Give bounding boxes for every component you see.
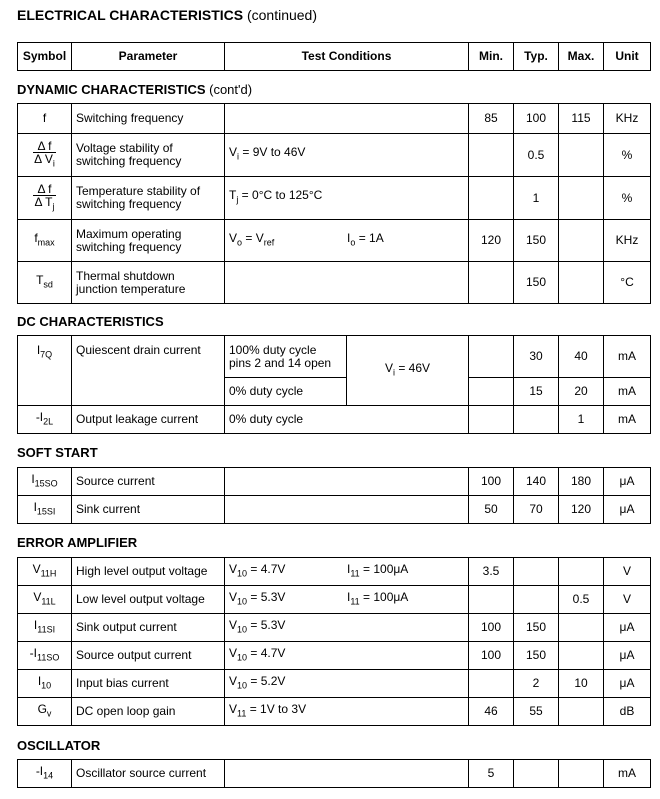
fraction-symbol: $\frac{\text{Δ f}}{\Delta V_i}$ — [34, 139, 55, 169]
dynamic-table — [17, 103, 651, 304]
section-dc-heading: DC CHARACTERISTICS — [17, 314, 164, 329]
oscillator-table — [17, 759, 651, 788]
soft-start-table — [17, 467, 651, 524]
section-soft-start-heading: SOFT START — [17, 445, 98, 460]
table-row: $-I_{14}$ Oscillator source current 5 mA — [18, 760, 651, 788]
table-row: f Switching frequency 85 100 115 KHz — [18, 104, 651, 134]
table-row: $\frac{\text{Δ f}}{\Delta V_i}$ Voltage stability of switching frequency $V_i = 9V$ to 46V 0.5 % — [18, 134, 651, 177]
col-unit: Unit — [604, 43, 651, 71]
col-min: Min. — [469, 43, 514, 71]
table-row: $I_{11SI}$ Sink output current $V_{10} = 5.3V$ 100 150 μA — [18, 614, 651, 642]
table-row: $f_{max}$ Maximum operating switching frequency $V_o = V_{ref}$ $I_o = 1A$ 120 150 KHz — [18, 220, 651, 262]
table-row: $I_{7Q}$ Quiescent drain current 100% duty cycle pins 2 and 14 open $V_i = 46V$ 30 40 mA — [18, 336, 651, 378]
table-row: $G_v$ DC open loop gain $V_{11} = 1V$ to 3V 46 55 dB — [18, 698, 651, 726]
table-row: $I_{15SO}$ Source current 100 140 180 μA — [18, 468, 651, 496]
error-amplifier-table — [17, 557, 651, 726]
table-row: $\frac{\text{Δ f}}{\Delta T_j}$ Temperature stability of switching frequency $T_j = 0^\circ C$ to 125°C 1 % — [18, 177, 651, 220]
col-symbol: Symbol — [18, 43, 72, 71]
table-row: $T_{sd}$ Thermal shutdown junction temperature 150 °C — [18, 262, 651, 304]
section-error-amplifier-heading: ERROR AMPLIFIER — [17, 535, 138, 550]
table-row: $V_{11H}$ High level output voltage $V_{10} = 4.7V$ $I_{11} = 100\mu A$ 3.5 V — [18, 558, 651, 586]
table-row: $I_{15SI}$ Sink current 50 70 120 μA — [18, 496, 651, 524]
col-max: Max. — [559, 43, 604, 71]
table-row: $-I_{2L}$ Output leakage current 0% duty cycle 1 mA — [18, 406, 651, 434]
table-row: 0% duty cycle 15 20 mA — [18, 378, 651, 406]
col-parameter: Parameter — [72, 43, 225, 71]
col-typ: Typ. — [514, 43, 559, 71]
table-row: $V_{11L}$ Low level output voltage $V_{10} = 5.3V$ $I_{11} = 100\mu A$ 0.5 V — [18, 586, 651, 614]
page-title: ELECTRICAL CHARACTERISTICS (continued) — [17, 7, 318, 23]
dc-table — [17, 335, 651, 434]
section-dynamic-heading: DYNAMIC CHARACTERISTICS (cont'd) — [17, 82, 253, 97]
section-oscillator-heading: OSCILLATOR — [17, 738, 101, 753]
header-table — [17, 42, 651, 71]
table-row: $-I_{11SO}$ Source output current $V_{10} = 4.7V$ 100 150 μA — [18, 642, 651, 670]
col-test-conditions: Test Conditions — [225, 43, 469, 71]
table-row: $I_{10}$ Input bias current $V_{10} = 5.2V$ 2 10 μA — [18, 670, 651, 698]
fraction-symbol: $\frac{\text{Δ f}}{\Delta T_j}$ — [34, 182, 55, 212]
